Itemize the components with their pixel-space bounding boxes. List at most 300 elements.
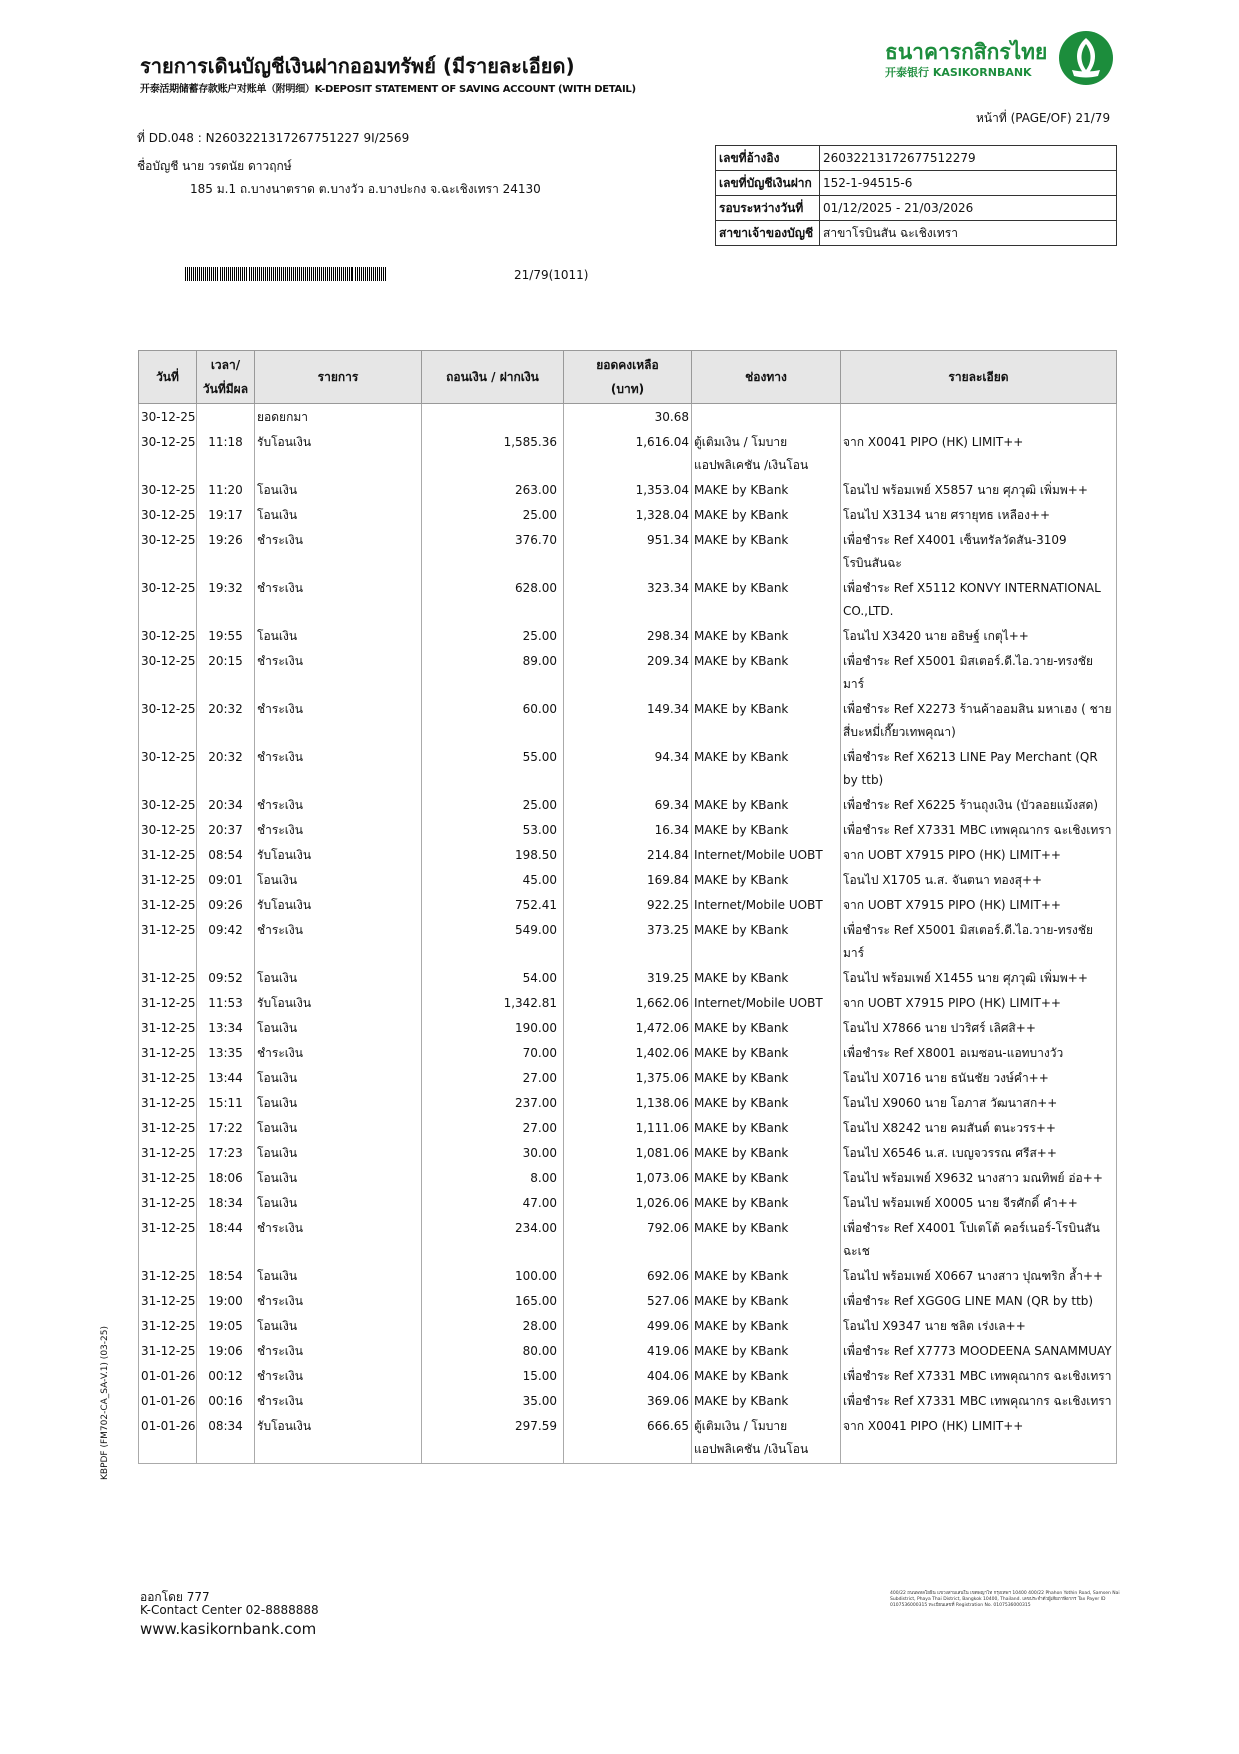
barcode-bar xyxy=(295,267,296,281)
description-cell: ยอดยกมา xyxy=(255,404,422,430)
amount-cell: 53.00 xyxy=(422,817,564,842)
barcode-bar xyxy=(321,267,322,281)
description-cell: ชำระเงิน xyxy=(255,1215,422,1263)
balance-cell: 298.34 xyxy=(564,623,692,648)
amount-cell: 549.00 xyxy=(422,917,564,965)
amount-cell: 27.00 xyxy=(422,1115,564,1140)
barcode-bar xyxy=(371,267,372,281)
barcode-bar xyxy=(361,267,362,281)
detail-cell: จาก UOBT X7915 PIPO (HK) LIMIT++ xyxy=(841,990,1117,1015)
barcode-bar xyxy=(329,267,330,281)
channel-cell: Internet/Mobile UOBT xyxy=(692,842,841,867)
date-cell: 30-12-25 xyxy=(139,527,197,575)
amount-cell: 30.00 xyxy=(422,1140,564,1165)
table-row xyxy=(139,1388,1117,1413)
detail-cell: โอนไป X7866 นาย ปวริศร์ เลิศสิ++ xyxy=(841,1015,1117,1040)
barcode-bar xyxy=(246,267,247,281)
barcode-bar xyxy=(315,267,316,281)
barcode-bar xyxy=(215,267,216,281)
table-row xyxy=(139,842,1117,867)
detail-cell: โอนไป X1705 น.ส. จันตนา ทองสุ++ xyxy=(841,867,1117,892)
description-cell: โอนเงิน xyxy=(255,1115,422,1140)
amount-cell: 198.50 xyxy=(422,842,564,867)
barcode-bar xyxy=(379,267,380,281)
document-number: ที่ DD.048 : N2603221317267751227 9I/2569 xyxy=(137,131,410,145)
table-row xyxy=(139,1190,1117,1215)
info-value: สาขาโรบินสัน ฉะเชิงเทรา xyxy=(820,221,1117,246)
barcode-bar xyxy=(327,267,328,281)
barcode-bar xyxy=(187,267,188,281)
table-row xyxy=(139,892,1117,917)
info-label: เลขที่บัญชีเงินฝาก xyxy=(716,171,820,196)
time-cell: 09:52 xyxy=(197,965,255,990)
statement-subtitle: 开泰活期储蓄存款账户对账单（附明细）K-DEPOSIT STATEMENT OF SAVING ACCOUNT (WITH DETAIL) xyxy=(140,84,636,95)
amount-cell: 628.00 xyxy=(422,575,564,623)
date-cell: 31-12-25 xyxy=(139,1313,197,1338)
date-cell: 30-12-25 xyxy=(139,575,197,623)
table-row xyxy=(139,965,1117,990)
detail-cell: จาก X0041 PIPO (HK) LIMIT++ xyxy=(841,1413,1117,1464)
detail-cell: เพื่อชำระ Ref X2273 ร้านค้าออมสิน มหาเฮง ( ชายสี่บะหมี่เกี๊ยวเทพคุณา) xyxy=(841,696,1117,744)
time-cell: 20:32 xyxy=(197,696,255,744)
date-cell: 31-12-25 xyxy=(139,1115,197,1140)
balance-cell: 951.34 xyxy=(564,527,692,575)
description-cell: รับโอนเงิน xyxy=(255,990,422,1015)
barcode-bar xyxy=(199,267,200,281)
info-value: 01/12/2025 - 21/03/2026 xyxy=(820,196,1117,221)
channel-cell: MAKE by KBank xyxy=(692,817,841,842)
barcode-bar xyxy=(289,267,290,281)
time-cell: 19:55 xyxy=(197,623,255,648)
barcode-bar xyxy=(341,267,342,281)
table-row xyxy=(139,1040,1117,1065)
channel-cell: MAKE by KBank xyxy=(692,1363,841,1388)
date-cell: 31-12-25 xyxy=(139,1263,197,1288)
time-cell: 13:35 xyxy=(197,1040,255,1065)
account-name: ชื่อบัญชี นาย วรดนัย ดาวฤกษ์ xyxy=(137,159,292,173)
detail-cell: เพื่อชำระ Ref X7773 MOODEENA SANAMMUAY xyxy=(841,1338,1117,1363)
barcode-bar xyxy=(309,267,310,281)
barcode-bar xyxy=(373,267,374,281)
channel-cell xyxy=(692,404,841,430)
barcode-bar xyxy=(297,267,298,281)
channel-cell: MAKE by KBank xyxy=(692,648,841,696)
barcode-bar xyxy=(251,267,252,281)
date-cell: 31-12-25 xyxy=(139,1090,197,1115)
barcode-bar xyxy=(191,267,192,281)
time-cell: 11:18 xyxy=(197,429,255,477)
barcode-bar xyxy=(275,267,276,281)
table-row xyxy=(139,1065,1117,1090)
barcode-bar xyxy=(283,267,284,281)
amount-cell: 35.00 xyxy=(422,1388,564,1413)
detail-cell: เพื่อชำระ Ref X5001 มิสเตอร์.ดี.ไอ.วาย-ทรงชัยมาร์ xyxy=(841,648,1117,696)
detail-cell: โอนไป พร้อมเพย์ X1455 นาย ศุภวุฒิ เพิ่มพ++ xyxy=(841,965,1117,990)
barcode-bar xyxy=(213,267,214,281)
time-cell: 18:34 xyxy=(197,1190,255,1215)
detail-cell: จาก UOBT X7915 PIPO (HK) LIMIT++ xyxy=(841,892,1117,917)
date-cell: 30-12-25 xyxy=(139,744,197,792)
channel-cell: MAKE by KBank xyxy=(692,1065,841,1090)
table-row xyxy=(139,990,1117,1015)
date-cell: 30-12-25 xyxy=(139,696,197,744)
issued-by: ออกโดย 777 xyxy=(140,1590,210,1604)
description-cell: ชำระเงิน xyxy=(255,1288,422,1313)
table-row xyxy=(139,1115,1117,1140)
barcode-bar xyxy=(281,267,282,281)
barcode-bar xyxy=(351,267,353,281)
balance-cell: 16.34 xyxy=(564,817,692,842)
amount-cell: 1,585.36 xyxy=(422,429,564,477)
barcode-bar xyxy=(253,267,254,281)
description-cell: ชำระเงิน xyxy=(255,1040,422,1065)
description-cell: ชำระเงิน xyxy=(255,1338,422,1363)
detail-cell xyxy=(841,404,1117,430)
balance-cell: 169.84 xyxy=(564,867,692,892)
channel-cell: MAKE by KBank xyxy=(692,1090,841,1115)
bank-name-sub: 开泰银行 KASIKORNBANK xyxy=(885,66,1032,79)
balance-cell: 1,375.06 xyxy=(564,1065,692,1090)
barcode-bar xyxy=(279,267,280,281)
detail-cell: เพื่อชำระ Ref X6213 LINE Pay Merchant (QR by ttb) xyxy=(841,744,1117,792)
time-cell: 00:16 xyxy=(197,1388,255,1413)
table-row xyxy=(139,867,1117,892)
table-row xyxy=(139,1165,1117,1190)
description-cell: โอนเงิน xyxy=(255,623,422,648)
amount-cell: 45.00 xyxy=(422,867,564,892)
table-row xyxy=(139,527,1117,575)
channel-cell: Internet/Mobile UOBT xyxy=(692,990,841,1015)
table-row xyxy=(139,1338,1117,1363)
barcode-bar xyxy=(367,267,368,281)
detail-cell: โอนไป X9347 นาย ชลิต เร่งเล++ xyxy=(841,1313,1117,1338)
barcode-bar xyxy=(249,267,250,281)
channel-cell: MAKE by KBank xyxy=(692,1338,841,1363)
amount-cell: 234.00 xyxy=(422,1215,564,1263)
balance-cell: 922.25 xyxy=(564,892,692,917)
detail-cell: โอนไป X9060 นาย โอภาส วัฒนาสก++ xyxy=(841,1090,1117,1115)
page-number: หน้าที่ (PAGE/OF) 21/79 xyxy=(976,111,1111,125)
time-cell: 20:37 xyxy=(197,817,255,842)
barcode-bar xyxy=(363,267,364,281)
time-cell: 19:17 xyxy=(197,502,255,527)
description-cell: รับโอนเงิน xyxy=(255,892,422,917)
date-cell: 01-01-26 xyxy=(139,1363,197,1388)
barcode-bar xyxy=(267,267,268,281)
info-value: 152-1-94515-6 xyxy=(820,171,1117,196)
time-cell: 18:44 xyxy=(197,1215,255,1263)
column-header: เวลา/ วันที่มีผล xyxy=(197,351,255,404)
time-cell: 00:12 xyxy=(197,1363,255,1388)
kasikornbank-logo-icon xyxy=(1058,30,1114,90)
description-cell: โอนเงิน xyxy=(255,1263,422,1288)
table-row xyxy=(139,744,1117,792)
amount-cell: 27.00 xyxy=(422,1065,564,1090)
table-row xyxy=(139,1363,1117,1388)
barcode-bar xyxy=(359,267,360,281)
table-row xyxy=(139,696,1117,744)
table-row xyxy=(139,1140,1117,1165)
barcode-bar xyxy=(207,267,208,281)
barcode-bar xyxy=(349,267,350,281)
barcode-bar xyxy=(339,267,340,281)
barcode-bar xyxy=(211,267,212,281)
info-row xyxy=(716,221,1117,246)
table-row xyxy=(139,1015,1117,1040)
balance-cell: 1,081.06 xyxy=(564,1140,692,1165)
column-header: รายการ xyxy=(255,351,422,404)
time-cell: 17:23 xyxy=(197,1140,255,1165)
detail-cell: โอนไป พร้อมเพย์ X0667 นางสาว ปุณฑริก ล้ำ++ xyxy=(841,1263,1117,1288)
balance-cell: 1,662.06 xyxy=(564,990,692,1015)
detail-cell: เพื่อชำระ Ref XGG0G LINE MAN (QR by ttb) xyxy=(841,1288,1117,1313)
detail-cell: เพื่อชำระ Ref X7331 MBC เทพคุณากร ฉะเชิงเทรา xyxy=(841,1363,1117,1388)
channel-cell: MAKE by KBank xyxy=(692,1040,841,1065)
barcode-bar xyxy=(375,267,376,281)
barcode-bar xyxy=(381,267,382,281)
description-cell: ชำระเงิน xyxy=(255,917,422,965)
barcode-bar xyxy=(197,267,198,281)
detail-cell: เพื่อชำระ Ref X5112 KONVY INTERNATIONAL CO.,LTD. xyxy=(841,575,1117,623)
info-label: เลขที่อ้างอิง xyxy=(716,146,820,171)
balance-cell: 1,073.06 xyxy=(564,1165,692,1190)
detail-cell: โอนไป พร้อมเพย์ X0005 นาย จีรศักดิ์ คำ++ xyxy=(841,1190,1117,1215)
detail-cell: โอนไป X3420 นาย อธิษฐ์ เกตุไ++ xyxy=(841,623,1117,648)
barcode-bar xyxy=(240,267,241,281)
date-cell: 31-12-25 xyxy=(139,892,197,917)
amount-cell: 25.00 xyxy=(422,502,564,527)
amount-cell: 28.00 xyxy=(422,1313,564,1338)
balance-cell: 1,026.06 xyxy=(564,1190,692,1215)
description-cell: ชำระเงิน xyxy=(255,575,422,623)
date-cell: 30-12-25 xyxy=(139,404,197,430)
barcode-bar xyxy=(343,267,344,281)
table-row xyxy=(139,1090,1117,1115)
channel-cell: Internet/Mobile UOBT xyxy=(692,892,841,917)
balance-cell: 1,472.06 xyxy=(564,1015,692,1040)
amount-cell: 8.00 xyxy=(422,1165,564,1190)
description-cell: โอนเงิน xyxy=(255,965,422,990)
time-cell: 20:15 xyxy=(197,648,255,696)
channel-cell: MAKE by KBank xyxy=(692,1140,841,1165)
barcode-bar xyxy=(269,267,270,281)
time-cell: 11:53 xyxy=(197,990,255,1015)
date-cell: 01-01-26 xyxy=(139,1388,197,1413)
date-cell: 31-12-25 xyxy=(139,1015,197,1040)
channel-cell: MAKE by KBank xyxy=(692,1288,841,1313)
balance-cell: 1,328.04 xyxy=(564,502,692,527)
barcode-bar xyxy=(255,267,256,281)
barcode-bar xyxy=(319,267,320,281)
date-cell: 31-12-25 xyxy=(139,965,197,990)
description-cell: ชำระเงิน xyxy=(255,1388,422,1413)
barcode-bar xyxy=(301,267,302,281)
barcode-bar xyxy=(238,267,239,281)
balance-cell: 373.25 xyxy=(564,917,692,965)
barcode-bar xyxy=(385,267,386,281)
barcode-icon xyxy=(185,266,390,285)
time-cell: 15:11 xyxy=(197,1090,255,1115)
date-cell: 31-12-25 xyxy=(139,1190,197,1215)
description-cell: โอนเงิน xyxy=(255,1015,422,1040)
amount-cell: 237.00 xyxy=(422,1090,564,1115)
table-row xyxy=(139,1263,1117,1288)
channel-cell: MAKE by KBank xyxy=(692,502,841,527)
barcode-bar xyxy=(383,267,384,281)
balance-cell: 1,353.04 xyxy=(564,477,692,502)
table-row xyxy=(139,1288,1117,1313)
barcode-bar xyxy=(261,267,262,281)
table-row xyxy=(139,502,1117,527)
description-cell: โอนเงิน xyxy=(255,1313,422,1338)
barcode-bar xyxy=(285,267,286,281)
barcode-bar xyxy=(257,267,258,281)
balance-cell: 149.34 xyxy=(564,696,692,744)
barcode-bar xyxy=(357,267,358,281)
description-cell: โอนเงิน xyxy=(255,1065,422,1090)
barcode-bar xyxy=(232,267,233,281)
bank-name-thai: ธนาคารกสิกรไทย xyxy=(885,40,1048,64)
barcode-bar xyxy=(331,267,332,281)
barcode-bar xyxy=(222,267,223,281)
balance-cell: 692.06 xyxy=(564,1263,692,1288)
description-cell: รับโอนเงิน xyxy=(255,429,422,477)
time-cell: 18:54 xyxy=(197,1263,255,1288)
channel-cell: ตู้เติมเงิน / โมบาย แอปพลิเคชัน /เงินโอน xyxy=(692,429,841,477)
balance-cell: 94.34 xyxy=(564,744,692,792)
column-header: วันที่ xyxy=(139,351,197,404)
table-row xyxy=(139,817,1117,842)
description-cell: โอนเงิน xyxy=(255,1140,422,1165)
barcode-bar xyxy=(220,267,221,281)
barcode-bar xyxy=(242,267,243,281)
barcode-bar xyxy=(355,267,356,281)
balance-cell: 69.34 xyxy=(564,792,692,817)
barcode-bar xyxy=(193,267,194,281)
barcode-bar xyxy=(203,267,204,281)
barcode-bar xyxy=(263,267,264,281)
barcode-bar xyxy=(293,267,294,281)
barcode-bar xyxy=(365,267,366,281)
barcode-bar xyxy=(303,267,304,281)
account-address: 185 ม.1 ถ.บางนาตราด ต.บางวัว อ.บางปะกง จ.ฉะเชิงเทรา 24130 xyxy=(190,182,541,196)
info-row xyxy=(716,171,1117,196)
barcode-bar xyxy=(325,267,326,281)
description-cell: โอนเงิน xyxy=(255,477,422,502)
barcode-bar xyxy=(277,267,278,281)
amount-cell: 263.00 xyxy=(422,477,564,502)
barcode-bar xyxy=(209,267,210,281)
channel-cell: ตู้เติมเงิน / โมบาย แอปพลิเคชัน /เงินโอน xyxy=(692,1413,841,1464)
time-cell: 09:26 xyxy=(197,892,255,917)
date-cell: 30-12-25 xyxy=(139,429,197,477)
info-value: 26032213172677512279 xyxy=(820,146,1117,171)
table-row xyxy=(139,792,1117,817)
table-row xyxy=(139,917,1117,965)
barcode-bar xyxy=(291,267,292,281)
balance-cell: 404.06 xyxy=(564,1363,692,1388)
amount-cell: 15.00 xyxy=(422,1363,564,1388)
detail-cell: โอนไป X3134 นาย ศรายุทธ เหลือง++ xyxy=(841,502,1117,527)
description-cell: โอนเงิน xyxy=(255,1165,422,1190)
time-cell: 13:44 xyxy=(197,1065,255,1090)
channel-cell: MAKE by KBank xyxy=(692,1388,841,1413)
balance-cell: 369.06 xyxy=(564,1388,692,1413)
channel-cell: MAKE by KBank xyxy=(692,965,841,990)
amount-cell: 25.00 xyxy=(422,623,564,648)
info-label: รอบระหว่างวันที่ xyxy=(716,196,820,221)
date-cell: 31-12-25 xyxy=(139,842,197,867)
contact-center: K-Contact Center 02-8888888 xyxy=(140,1603,319,1617)
balance-cell: 792.06 xyxy=(564,1215,692,1263)
barcode-bar xyxy=(311,267,312,281)
detail-cell: เพื่อชำระ Ref X8001 อเมซอน-แอทบางวัว xyxy=(841,1040,1117,1065)
description-cell: ชำระเงิน xyxy=(255,1363,422,1388)
detail-cell: เพื่อชำระ Ref X5001 มิสเตอร์.ดี.ไอ.วาย-ทรงชัยมาร์ xyxy=(841,917,1117,965)
info-row xyxy=(716,146,1117,171)
description-cell: รับโอนเงิน xyxy=(255,1413,422,1464)
form-code: KBPDF (FM702-CA_SA-V.1) (03-25) xyxy=(100,1326,110,1480)
barcode-bar xyxy=(335,267,336,281)
info-label: สาขาเจ้าของบัญชี xyxy=(716,221,820,246)
balance-cell: 323.34 xyxy=(564,575,692,623)
barcode-bar xyxy=(347,267,348,281)
date-cell: 30-12-25 xyxy=(139,502,197,527)
table-row xyxy=(139,648,1117,696)
time-cell: 18:06 xyxy=(197,1165,255,1190)
channel-cell: MAKE by KBank xyxy=(692,744,841,792)
balance-cell: 214.84 xyxy=(564,842,692,867)
barcode-bar xyxy=(377,267,378,281)
barcode-bar xyxy=(244,267,245,281)
barcode-bar xyxy=(185,267,186,281)
info-row xyxy=(716,196,1117,221)
description-cell: ชำระเงิน xyxy=(255,744,422,792)
detail-cell: เพื่อชำระ Ref X7331 MBC เทพคุณากร ฉะเชิงเทรา xyxy=(841,1388,1117,1413)
barcode-bar xyxy=(317,267,318,281)
balance-cell: 1,138.06 xyxy=(564,1090,692,1115)
column-header: ช่องทาง xyxy=(692,351,841,404)
amount-cell: 297.59 xyxy=(422,1413,564,1464)
table-row xyxy=(139,575,1117,623)
date-cell: 30-12-25 xyxy=(139,648,197,696)
balance-cell: 319.25 xyxy=(564,965,692,990)
date-cell: 31-12-25 xyxy=(139,1165,197,1190)
date-cell: 31-12-25 xyxy=(139,1065,197,1090)
amount-cell xyxy=(422,404,564,430)
table-row xyxy=(139,1215,1117,1263)
table-row xyxy=(139,404,1117,430)
table-row xyxy=(139,1413,1117,1464)
barcode-bar xyxy=(230,267,231,281)
barcode-bar xyxy=(265,267,266,281)
detail-cell: โอนไป พร้อมเพย์ X5857 นาย ศุภวุฒิ เพิ่มพ++ xyxy=(841,477,1117,502)
date-cell: 31-12-25 xyxy=(139,1288,197,1313)
amount-cell: 190.00 xyxy=(422,1015,564,1040)
channel-cell: MAKE by KBank xyxy=(692,917,841,965)
amount-cell: 47.00 xyxy=(422,1190,564,1215)
barcode-bar xyxy=(205,267,206,281)
barcode-bar xyxy=(234,267,235,281)
barcode-bar xyxy=(224,267,225,281)
amount-cell: 752.41 xyxy=(422,892,564,917)
description-cell: โอนเงิน xyxy=(255,867,422,892)
balance-cell: 1,111.06 xyxy=(564,1115,692,1140)
barcode-bar xyxy=(313,267,314,281)
barcode-bar xyxy=(217,267,218,281)
detail-cell: จาก X0041 PIPO (HK) LIMIT++ xyxy=(841,429,1117,477)
amount-cell: 165.00 xyxy=(422,1288,564,1313)
